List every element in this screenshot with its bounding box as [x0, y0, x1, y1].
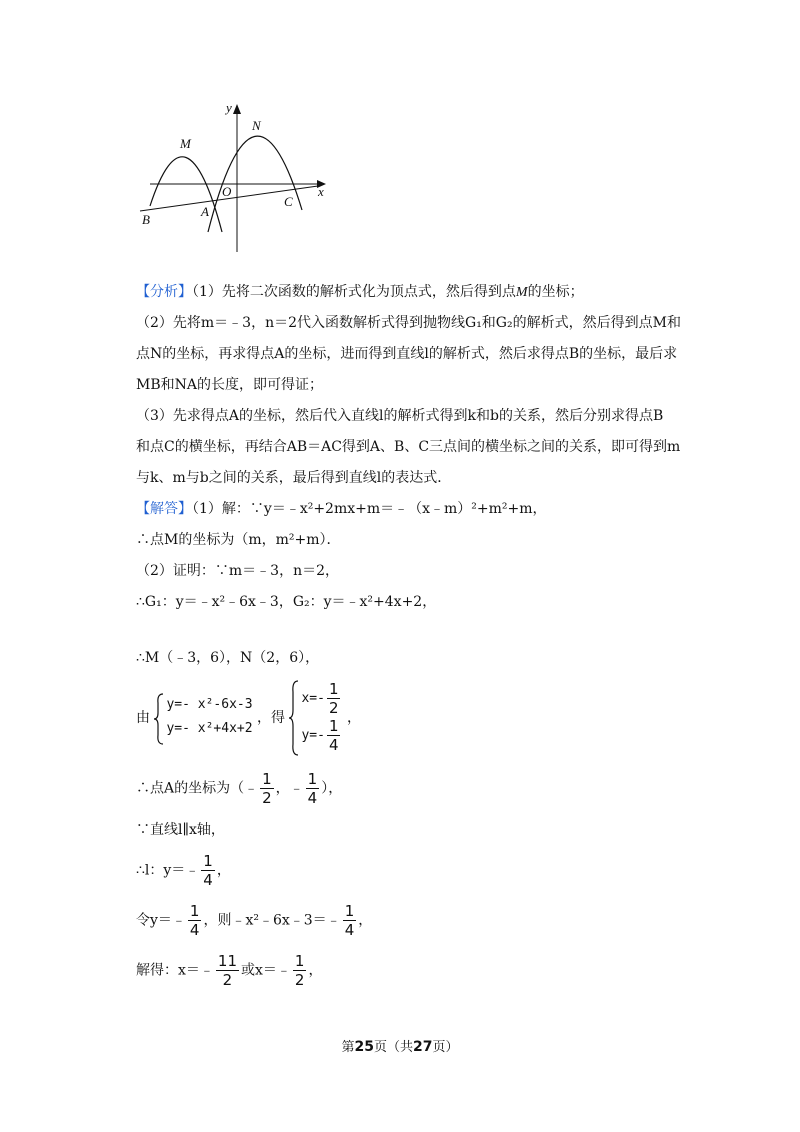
- analysis-line-1: 【分析】（1）先将二次函数的解析式化为顶点式，然后得到点M的坐标；: [136, 284, 584, 300]
- label-c: C: [284, 194, 293, 209]
- answer-line-1: 【解答】（1）解：∵y＝﹣x²+2mx+m＝﹣（x﹣m）²+m²+m，: [136, 501, 547, 517]
- analysis-tag: 【分析】: [136, 284, 192, 300]
- analysis-line-2: （2）先将m＝﹣3，n＝2代入函数解析式得到抛物线G₁和G₂的解析式，然后得到点M和: [136, 315, 681, 331]
- page-footer: 第25页（共27页）: [341, 1039, 459, 1055]
- answer-line-3: （2）证明：∵m＝﹣3，n＝2，: [136, 563, 340, 579]
- answer-tag: 【解答】: [136, 501, 192, 517]
- answer-line-9: ∴l：y＝﹣ $\frac{1}{4}$ ，: [136, 852, 231, 889]
- label-a: A: [201, 204, 209, 219]
- page-number: 25: [354, 1039, 374, 1055]
- answer-line-6: 由 y=- x²-6x-3 y=- x²+4x+2 ，得 x=- $\frac{1}{2}$ y=- $\frac{1}{4}$ ，: [136, 680, 361, 754]
- analysis-line-7: 与k、m与b之间的关系，最后得到直线l的表达式．: [136, 470, 452, 486]
- label-b: B: [142, 212, 150, 227]
- answer-line-7: ∴点A的坐标为（﹣ $\frac{1}{2}$ ，﹣ $\frac{1}{4}$ ），: [136, 770, 343, 807]
- equation-system-2: x=- $\frac{1}{2}$ y=- $\frac{1}{4}$: [289, 680, 342, 754]
- analysis-line-3: 点N的坐标，再求得点A的坐标，进而得到直线l的解析式，然后求得点B的坐标，最后求: [136, 346, 678, 362]
- brace-icon: [154, 693, 164, 745]
- label-n: N: [252, 118, 261, 133]
- label-o: O: [222, 184, 232, 199]
- analysis-line-5: （3）先求得点A的坐标，然后代入直线l的解析式得到k和b的关系，然后分别求得点B: [136, 408, 664, 424]
- analysis-line-4: MB和NA的长度，即可得证；: [136, 377, 323, 393]
- parabola-figure: [0, 0, 800, 260]
- answer-line-4: ∴G₁：y＝﹣x²﹣6x﹣3，G₂：y＝﹣x²+4x+2，: [136, 594, 437, 610]
- brace-icon: [289, 680, 299, 756]
- y-axis-arrow: [233, 104, 241, 114]
- label-m: M: [180, 136, 191, 151]
- answer-line-11: 解得：x＝﹣ $\frac{11}{2}$ 或x＝﹣ $\frac{1}{2}$ ，: [136, 952, 323, 989]
- answer-line-2: ∴点M的坐标为（m，m²+m）．: [136, 532, 341, 548]
- equation-system-1: y=- x²-6x-3 y=- x²+4x+2: [154, 693, 252, 741]
- answer-line-5: ∴M（﹣3，6），N（2，6），: [136, 650, 320, 666]
- answer-line-8: ∵直线l∥x轴，: [136, 822, 225, 838]
- answer-line-10: 令y＝﹣ $\frac{1}{4}$ ，则﹣x²﹣6x﹣3＝﹣ $\frac{1}{4}$ ，: [136, 902, 373, 939]
- analysis-line-6: 和点C的横坐标，再结合AB＝AC得到A、B、C三点间的横坐标之间的关系，即可得到m: [136, 439, 681, 455]
- label-y: y: [226, 100, 232, 115]
- label-x: x: [318, 184, 324, 199]
- page-total: 27: [413, 1039, 433, 1055]
